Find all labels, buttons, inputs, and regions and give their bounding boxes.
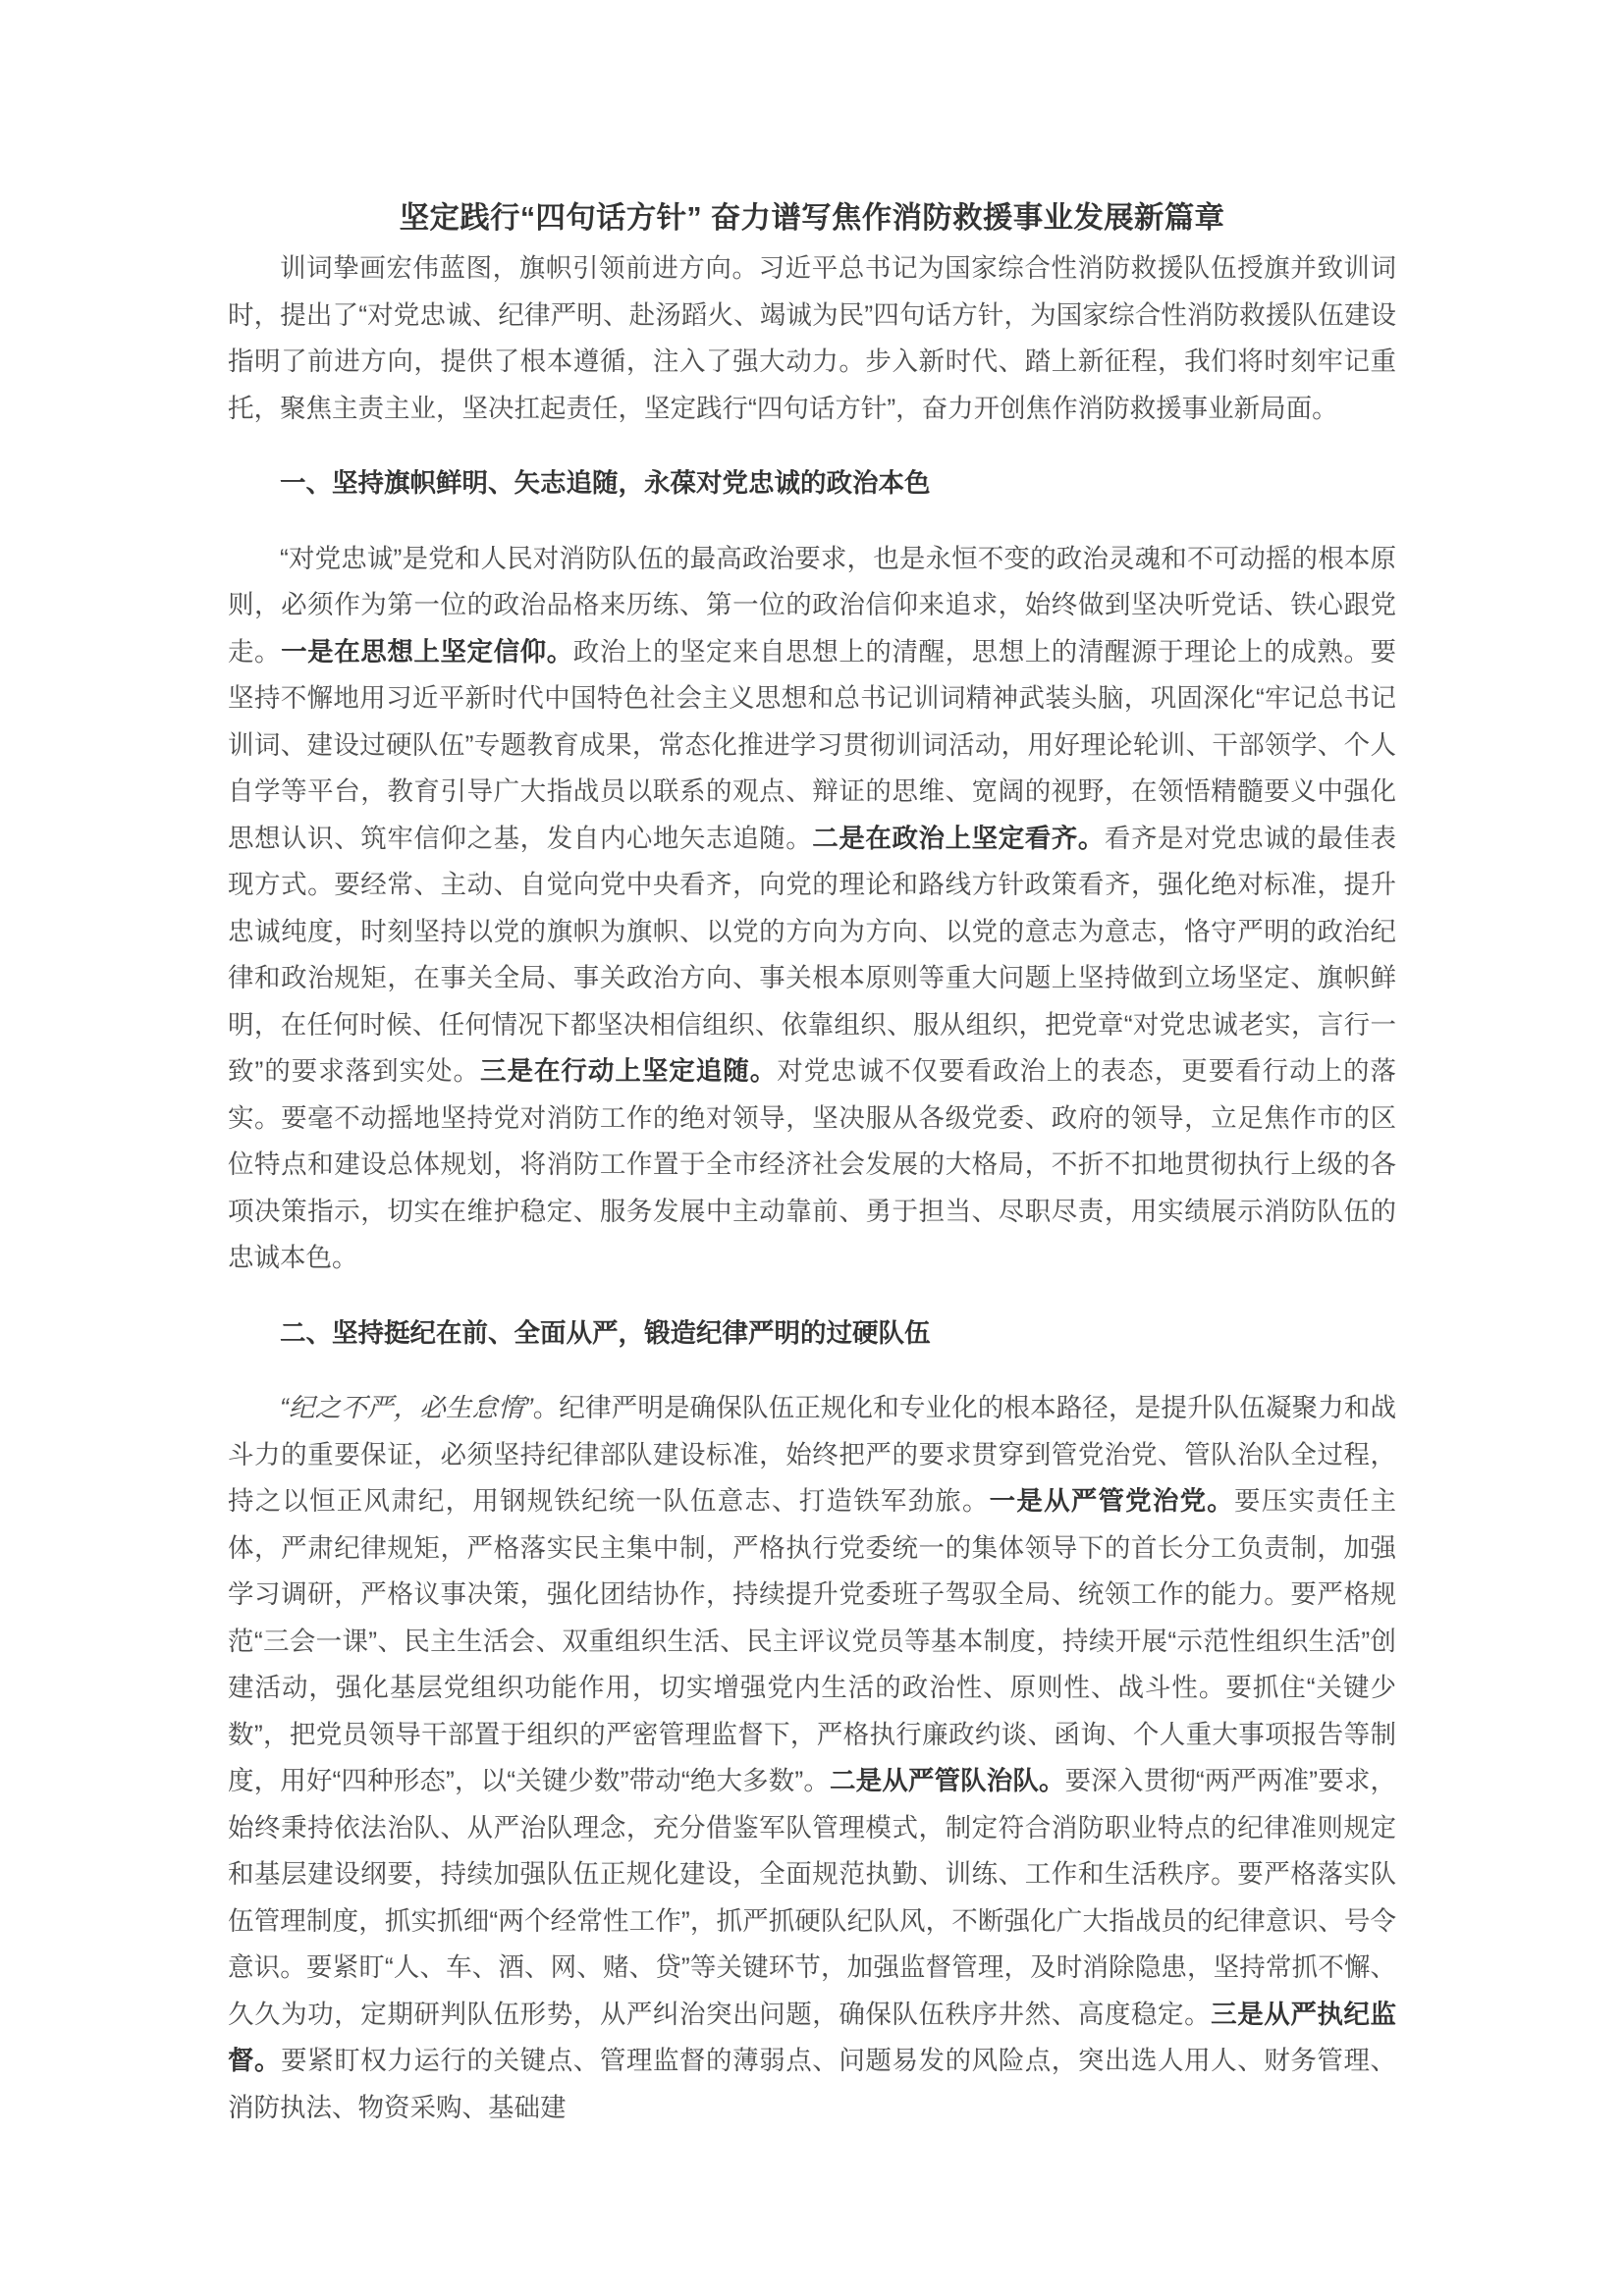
inline-text: 要深入贯彻“两严两准”要求，始终秉持依法治队、从严治队理念，充分借鉴军队管理模式，制定符合消防职业特点的纪律准则规定和基层建设纲要，持续加强队伍正规化建设，全面规范执勤、训练、工作和生活秩序。要严格落实队伍管理制度，抓实抓细“两个经常性工作”，抓严抓硬队纪队风，不断强化广大指战员的纪律意识、号令意识。要紧盯“人、车、酒、网、赌、贷”等关键环节，加强监督管理，及时消除隐患，坚持常抓不懈、久久为功，定期研判队伍形势，从严纠治突出问题，确保队伍秩序井然、高度稳定。 xyxy=(228,1766,1397,2029)
inline-text: 对党忠诚不仅要看政治上的表态，更要看行动上的落实。要毫不动摇地坚持党对消防工作的绝对领导，坚决服从各级党委、政府的领导，立足焦作市的区位特点和建设总体规划，将消防工作置于全市经济社会发展的大格局，不折不扣地贯彻执行上级的各项决策指示，切实在维护稳定、服务发展中主动靠前、勇于担当、尽职尽责，用实绩展示消防队伍的忠诚本色。 xyxy=(228,1056,1397,1273)
inline-quote: “纪之不严，必生怠惰” xyxy=(280,1393,533,1423)
section-heading-1: 一、坚持旗帜鲜明、矢志追随，永葆对党忠诚的政治本色 xyxy=(280,468,931,499)
section-2-paragraph xyxy=(228,1385,1396,2131)
inline-emphasis: 二是在政治上坚定看齐。 xyxy=(812,823,1105,853)
inline-emphasis: 一是在思想上坚定信仰。 xyxy=(281,636,573,667)
inline-text: 政治上的坚定来自思想上的清醒，思想上的清醒源于理论上的成熟。要坚持不懈地用习近平新时代中国特色社会主义思想和总书记训词精神武装头脑，巩固深化“牢记总书记训词、建设过硬队伍”专题教育成果，常态化推进学习贯彻训词活动，用好理论轮训、干部领学、个人自学等平台，教育引导广大指战员以联系的观点、辩证的思维、宽阔的视野，在领悟精髓要义中强化思想认识、筑牢信仰之基，发自内心地矢志追随。 xyxy=(228,636,1397,853)
page-title: 坚定践行“四句话方针” 奋力谱写焦作消防救援事业发展新篇章 xyxy=(399,201,1225,235)
section-heading-2: 二、坚持挺纪在前、全面从严，锻造纪律严明的过硬队伍 xyxy=(280,1317,931,1348)
intro-paragraph: 训词挚画宏伟蓝图，旗帜引领前进方向。习近平总书记为国家综合性消防救援队伍授旗并致训词时，提出了“对党忠诚、纪律严明、赴汤蹈火、竭诚为民”四句话方针，为国家综合性消防救援队伍建设指明了前进方向，提供了根本遵循，注入了强大动力。步入新时代、踏上新征程，我们将时刻牢记重托，聚焦主责主业，坚决扛起责任，坚定践行“四句话方针”，奋力开创焦作消防救援事业新局面。 xyxy=(228,253,1396,423)
inline-emphasis: 三是在行动上坚定追随。 xyxy=(480,1056,778,1087)
inline-emphasis: 三是从严执纪监督。 xyxy=(228,1999,1397,2076)
inline-text: “对党忠诚”是党和人民对消防队伍的最高政治要求，也是永恒不变的政治灵魂和不可动摇的根本原则，必须作为第一位的政治品格来历练、第一位的政治信仰来追求，始终做到坚决听党话、铁心跟党走。 xyxy=(228,543,1396,667)
inline-text: 要压实责任主体，严肃纪律规矩，严格落实民主集中制，严格执行党委统一的集体领导下的首长分工负责制，加强学习调研，严格议事决策，强化团结协作，持续提升党委班子驾驭全局、统领工作的能力。要严格规范“三会一课”、民主生活会、双重组织生活、民主评议党员等基本制度，持续开展“示范性组织生活”创建活动，强化基层党组织功能作用，切实增强党内生活的政治性、原则性、战斗性。要抓住“关键少数”，把党员领导干部置于组织的严密管理监督下，严格执行廉政约谈、函询、个人重大事项报告等制度，用好“四种形态”，以“关键少数”带动“绝大多数”。 xyxy=(228,1486,1397,1796)
inline-emphasis: 二是从严管队治队。 xyxy=(829,1766,1065,1796)
inline-text: 看齐是对党忠诚的最佳表现方式。要经常、主动、自觉向党中央看齐，向党的理论和路线方针政策看齐，强化绝对标准，提升忠诚纯度，时刻坚持以党的旗帜为旗帜、以党的方向为方向、以党的意志为意志，恪守严明的政治纪律和政治规矩，在事关全局、事关政治方向、事关根本原则等重大问题上坚持做到立场坚定、旗帜鲜明，在任何时候、任何情况下都坚决相信组织、依靠组织、服从组织，把党章“对党忠诚老实，言行一致”的要求落到实处。 xyxy=(228,823,1397,1087)
section-1-paragraph xyxy=(228,536,1396,1282)
document-content xyxy=(228,196,1396,2131)
inline-emphasis: 一是从严管党治党。 xyxy=(989,1486,1234,1517)
inline-text: 。纪律严明是确保队伍正规化和专业化的根本路径，是提升队伍凝聚力和战斗力的重要保证，必须坚持纪律部队建设标准，始终把严的要求贯穿到管党治党、管队治队全过程，持之以恒正风肃纪，用钢规铁纪统一队伍意志、打造铁军劲旅。 xyxy=(228,1393,1396,1517)
inline-text: 要紧盯权力运行的关键点、管理监督的薄弱点、问题易发的风险点，突出选人用人、财务管理、消防执法、物资采购、基础建 xyxy=(228,2046,1397,2122)
